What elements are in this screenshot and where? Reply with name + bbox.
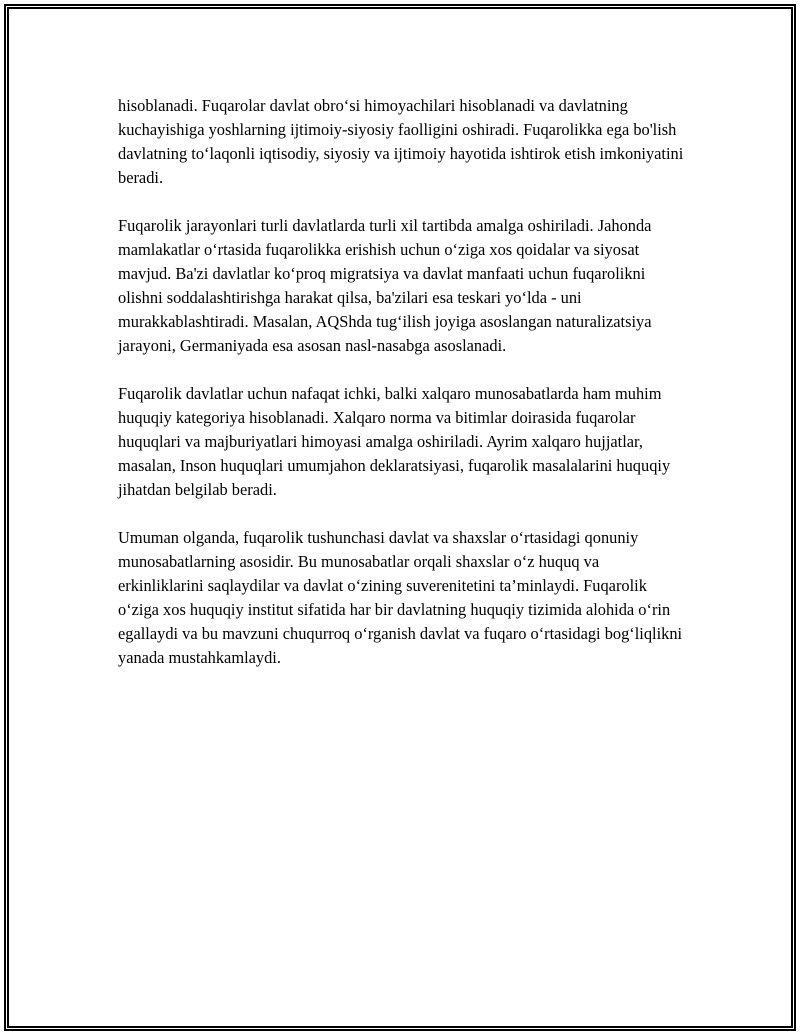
document-body <box>118 94 688 694</box>
paragraph-4: Umuman olganda, fuqarolik tushunchasi davlat va shaxslar o‘rtasidagi qonuniy munosabatlarning asosidir. Bu munosabatlar orqali shaxslar o‘z huquq va erkinliklarini saqlaydilar va davlat o‘zining suverenitetini ta’minlaydi. Fuqarolik o‘ziga xos huquqiy institut sifatida har bir davlatning huquqiy tizimida alohida o‘rin egallaydi va bu mavzuni chuqurroq o‘rganish davlat va fuqaro o‘rtasidagi bog‘liqlikni yanada mustahkamlaydi. <box>118 528 683 667</box>
paragraph-1: hisoblanadi. Fuqarolar davlat obro‘si himoyachilari hisoblanadi va davlatning kuchayishiga yoshlarning ijtimoiy-siyosiy faolligini oshiradi. Fuqarolikka ega bo'lish davlatning to‘laqonli iqtisodiy, siyosiy va ijtimoiy hayotida ishtirok etish imkoniyatini beradi. <box>118 96 684 187</box>
paragraph-3: Fuqarolik davlatlar uchun nafaqat ichki, balki xalqaro munosabatlarda ham muhim huquqiy kategoriya hisoblanadi. Xalqaro norma va bitimlar doirasida fuqarolar huquqlari va majburiyatlari himoyasi amalga oshiriladi. Ayrim xalqaro hujjatlar, masalan, Inson huquqlari umumjahon deklaratsiyasi, fuqarolik masalalarini huquqiy jihatdan belgilab beradi. <box>118 384 671 499</box>
paragraph-2: Fuqarolik jarayonlari turli davlatlarda turli xil tartibda amalga oshiriladi. Jahonda mamlakatlar o‘rtasida fuqarolikka erishish uchun o‘ziga xos qoidalar va siyosat mavjud. Ba'zi davlatlar ko‘proq migratsiya va davlat manfaati uchun fuqarolikni olishni soddalashtirishga harakat qilsa, ba'zilari esa teskari yo‘lda - uni murakkablashtiradi. Masalan, AQShda tug‘ilish joyiga asoslangan naturalizatsiya jarayoni, Germaniyada esa asosan nasl-nasabga asoslanadi. <box>118 216 652 355</box>
